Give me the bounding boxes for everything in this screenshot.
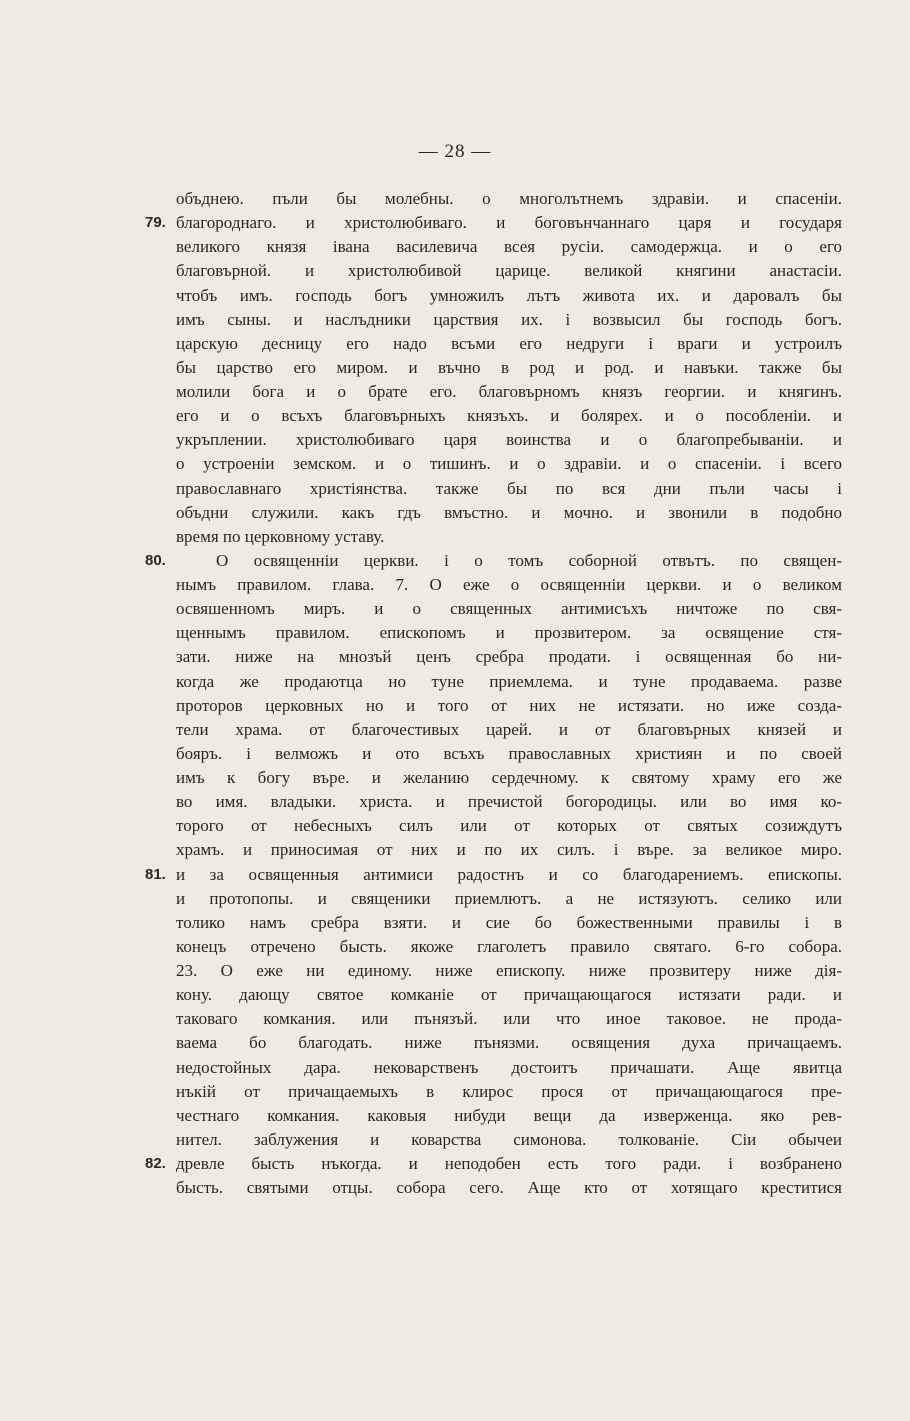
text-line xyxy=(145,863,842,887)
text-line xyxy=(176,308,842,332)
text-line xyxy=(145,549,842,573)
line-text: православнаго христіянства. также бы по вся дни пъли часы і xyxy=(176,478,842,498)
line-text: время по церковному уставу. xyxy=(176,526,385,546)
line-text: имъ к богу въре. и желанию сердечному. к святому храму его же xyxy=(176,768,842,787)
line-text: 23. О еже ни единому. ниже епископу. ниже прозвитеру ниже дія- xyxy=(176,961,842,980)
text-line xyxy=(176,501,842,525)
text-line xyxy=(176,332,842,356)
line-text: О освященніи церкви. і о томъ соборной отвътъ. по священ- xyxy=(216,550,842,570)
text-line xyxy=(176,1104,842,1128)
text-line xyxy=(176,1128,842,1152)
page-number: — 28 — xyxy=(418,141,492,162)
text-line xyxy=(176,814,842,838)
line-text: и протопопы. и священики приемлютъ. а не истязуютъ. селико или xyxy=(176,888,842,908)
text-line xyxy=(176,573,842,597)
text-line xyxy=(176,404,842,428)
text-line xyxy=(176,259,842,283)
line-text: его и о всъхъ благовърныхъ князъхъ. и болярех. и о пособленіи. и xyxy=(176,406,842,426)
line-text: объднею. пъли бы молебны. о многолътнемъ здравіи. и спасеніи. xyxy=(176,189,842,208)
article-number: 81. xyxy=(145,865,166,883)
text-line xyxy=(176,838,842,862)
line-text: нъкій от причащаемыхъ в клирос прося от причащающагося пре- xyxy=(176,1081,842,1101)
line-text: таковаго комкания. или пънязъй. или что иное таковое. не прода- xyxy=(176,1009,842,1029)
text-line xyxy=(176,1056,842,1080)
text-line xyxy=(176,356,842,380)
line-text: имъ сыны. и наслъдники царствия их. і возвысил бы господь богъ. xyxy=(176,309,842,329)
text-line xyxy=(176,235,842,259)
text-line xyxy=(176,742,842,766)
line-text: царскую десницу его надо всъми его недруги і враги и устроилъ xyxy=(176,333,842,353)
text-line xyxy=(176,959,842,983)
line-text: бы царство его миром. и въчно в род и род. и навъки. также бы xyxy=(176,357,842,377)
line-text: нител. заблужения и коварства симонова. толкованіе. Сіи обычеи xyxy=(176,1129,842,1149)
text-line xyxy=(176,790,842,814)
line-text: укръплении. христолюбиваго царя воинства и о благопребываніи. и xyxy=(176,430,842,450)
text-line xyxy=(176,911,842,935)
line-text: храмъ. и приносимая от них и по их силъ. і въре. за великое миро. xyxy=(176,840,842,860)
text-line xyxy=(176,452,842,476)
text-line xyxy=(176,1031,842,1055)
line-text: зати. ниже на мнозъй ценъ сребра продати. і освященная бо ни- xyxy=(176,647,842,667)
line-text: объдни служили. какъ гдъ вмъстно. и мочно. и звонили в подобно xyxy=(176,502,842,522)
line-text: конецъ отречено бысть. якоже глаголетъ правило святаго. 6-го собора. xyxy=(176,936,842,956)
line-text: древле бысть нъкогда. и неподобен есть того ради. і возбранено xyxy=(176,1154,842,1173)
article-number: 82. xyxy=(145,1155,166,1172)
line-text: великого князя івана василевича всея русіи. самодержца. и о его xyxy=(176,237,842,257)
text-line xyxy=(176,887,842,911)
text-line xyxy=(176,1080,842,1104)
line-text: молили бога и о брате его. благовърномъ князъ георгии. и княгинъ. xyxy=(176,382,842,401)
text-line xyxy=(145,211,842,235)
line-text: бысть. святыми отцы. собора сего. Аще кто от хотящаго креститися xyxy=(176,1178,842,1198)
line-text: чтобъ имъ. господь богъ умножилъ лътъ живота их. и даровалъ бы xyxy=(176,285,842,305)
line-text: бояръ. і велможъ и ото всъхъ православных християн и по своей xyxy=(176,743,842,763)
document-body xyxy=(145,187,842,1200)
text-line xyxy=(176,983,842,1007)
text-line xyxy=(145,1152,842,1176)
line-text: во имя. владыки. христа. и пречистой богородицы. или во имя ко- xyxy=(176,792,842,812)
text-line xyxy=(176,187,842,211)
text-line xyxy=(176,670,842,694)
line-text: ваема бо благодать. ниже пънязми. освящения духа причащаемъ. xyxy=(176,1033,842,1053)
line-text: благовърной. и христолюбивой царице. великой княгини анастасіи. xyxy=(176,261,842,281)
text-line xyxy=(176,621,842,645)
line-text: тели храма. от благочестивых царей. и от благовърных князей и xyxy=(176,719,842,739)
text-line xyxy=(176,380,842,404)
text-line xyxy=(176,1176,842,1200)
text-line xyxy=(176,428,842,452)
article-number: 79. xyxy=(145,214,166,232)
line-text: честнаго комкания. каковыя нибуди вещи да изверженца. яко рев- xyxy=(176,1105,842,1125)
text-line xyxy=(176,284,842,308)
text-line xyxy=(176,525,842,549)
line-text: когда же продаютца но туне приемлема. и туне продаваема. разве xyxy=(176,671,842,691)
text-line xyxy=(176,477,842,501)
line-text: нымъ правилом. глава. 7. О еже о освященніи церкви. и о великом xyxy=(176,575,842,594)
line-text: проторов церковных но и того от них не истязати. но иже созда- xyxy=(176,695,842,715)
article-number: 80. xyxy=(145,551,166,569)
text-line xyxy=(176,1007,842,1031)
line-text: кону. дающу святое комканіе от причащающагося истязати ради. и xyxy=(176,985,842,1005)
text-line xyxy=(176,694,842,718)
line-text: толико намъ сребра взяти. и сие бо божественными правилы і в xyxy=(176,912,842,932)
line-text: о устроеніи земском. и о тишинъ. и о здравіи. и о спасеніи. і всего xyxy=(176,454,842,474)
line-text: освяшенномъ миръ. и о священных антимисъхъ ничтоже по свя- xyxy=(176,599,842,619)
line-text: торого от небесныхъ силъ или от которых от святых созиждутъ xyxy=(176,816,842,836)
line-text: и за освященныя антимиси радостнъ и со благодарениемъ. епископы. xyxy=(176,864,842,884)
text-line xyxy=(176,718,842,742)
text-line xyxy=(176,645,842,669)
text-line xyxy=(176,597,842,621)
text-line xyxy=(176,935,842,959)
text-line xyxy=(176,766,842,790)
line-text: благороднаго. и христолюбиваго. и боговънчаннаго царя и государя xyxy=(176,213,842,233)
line-text: щеннымъ правилом. епископомъ и прозвитером. за освящение стя- xyxy=(176,623,842,643)
line-text: недостойных дара. нековарственъ достоитъ причашати. Аще явитца xyxy=(176,1057,842,1077)
